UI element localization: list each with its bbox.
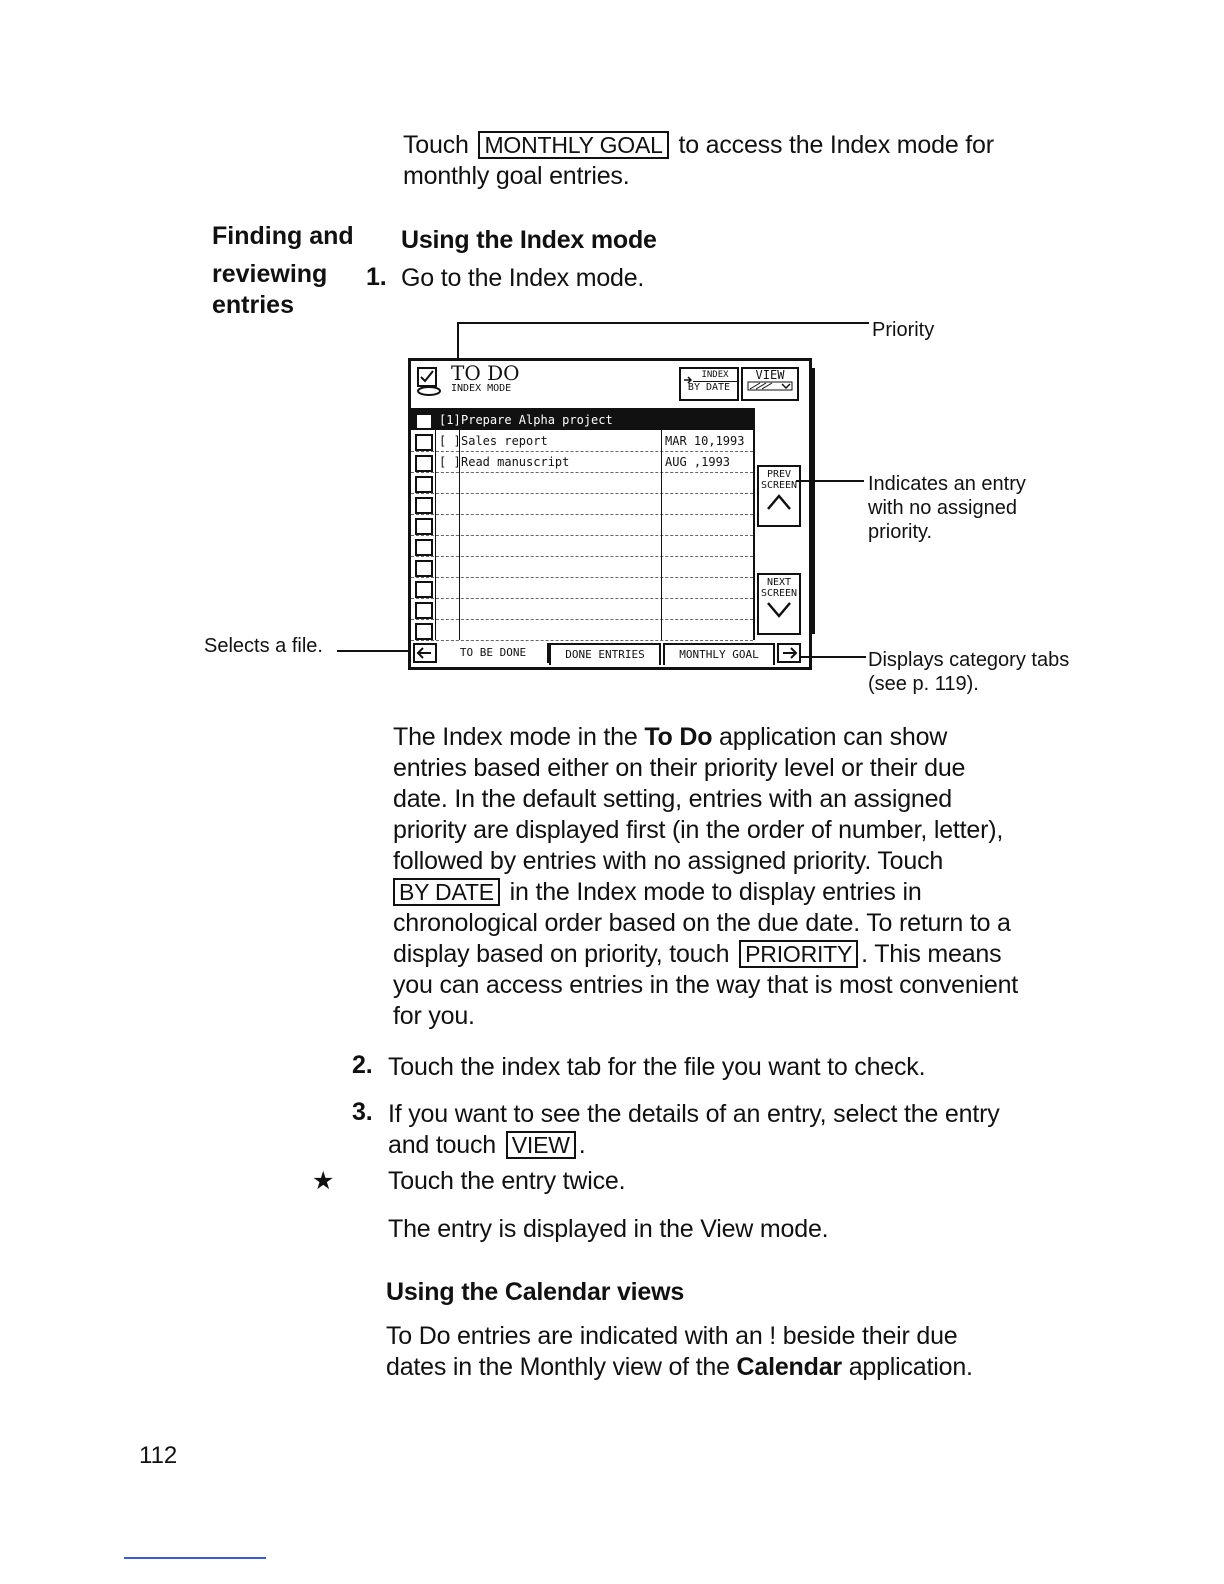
view-button[interactable] [741, 367, 799, 401]
empty-row[interactable] [411, 473, 753, 494]
entry-checkbox[interactable] [415, 497, 433, 514]
column-divider [459, 430, 460, 640]
entry-checkbox[interactable] [415, 602, 433, 619]
no-priority-callout-2: with no assigned [868, 497, 1017, 519]
priority-leader-horizontal [457, 322, 869, 324]
file-select-arrow-icon[interactable] [413, 643, 437, 663]
no-priority-leader [796, 480, 864, 482]
entry-checkbox[interactable] [415, 581, 433, 598]
screen-edge [812, 368, 815, 634]
entry-checkbox[interactable] [415, 434, 433, 451]
entry-checkbox[interactable] [415, 455, 433, 472]
column-divider [661, 430, 662, 640]
category-tabs-callout-2: (see p. 119). [868, 673, 979, 695]
next-screen-label: NEXT SCREEN [760, 577, 798, 599]
paragraph-line-8: display based on priority, touch PRIORITY . This means [393, 940, 1002, 968]
entry-row-3[interactable] [411, 452, 753, 473]
entry-date: MAR 10,1993 [665, 434, 745, 448]
device-screen [408, 358, 812, 670]
entry-list [411, 408, 755, 642]
no-priority-callout-3: priority. [868, 521, 933, 543]
selects-file-leader [337, 650, 411, 652]
view-key: VIEW [506, 1131, 576, 1159]
todo-app-icon [415, 365, 443, 397]
tab-done-entries[interactable]: DONE ENTRIES [549, 643, 661, 665]
bottom-rule [124, 1557, 266, 1559]
tip-line-1: Touch the entry twice. [388, 1167, 626, 1195]
category-tabs-arrow-icon[interactable] [777, 643, 801, 663]
step-3-number: 3. [352, 1098, 373, 1126]
empty-row[interactable] [411, 494, 753, 515]
section-heading-calendar-views: Using the Calendar views [386, 1278, 685, 1306]
paragraph-line-1: The Index mode in the To Do application can show [393, 723, 948, 751]
paragraph-line-10: for you. [393, 1002, 475, 1030]
empty-row[interactable] [411, 557, 753, 578]
screen-title: TO DO [451, 361, 520, 385]
section-heading-index-mode: Using the Index mode [401, 226, 657, 254]
by-date-label: BY DATE [687, 382, 731, 393]
by-date-key: BY DATE [393, 878, 500, 906]
monthly-goal-key: MONTHLY GOAL [478, 131, 668, 159]
sidebar-heading-1: Finding and [212, 222, 354, 250]
view-enter-icon [746, 381, 794, 391]
entry-date: AUG ,1993 [665, 455, 731, 469]
empty-row[interactable] [411, 536, 753, 557]
view-label: VIEW [755, 368, 785, 382]
chevron-down-icon [764, 599, 794, 621]
prev-screen-button[interactable] [757, 465, 801, 527]
entry-description: Sales report [461, 434, 548, 448]
arrow-right-icon [683, 375, 693, 385]
selects-file-callout: Selects a file. [204, 635, 323, 657]
chevron-up-icon [764, 491, 794, 513]
entry-checkbox[interactable] [415, 560, 433, 577]
calendar-paragraph-line-1: To Do entries are indicated with an ! beside their due [386, 1322, 958, 1350]
tab-to-be-done[interactable]: TO BE DONE [439, 643, 549, 663]
next-screen-button[interactable] [757, 573, 801, 635]
intro-after-key: to access the Index mode for [678, 131, 994, 159]
entry-description: Read manuscript [461, 455, 570, 469]
index-by-date-button[interactable] [679, 367, 739, 401]
entry-description: Prepare Alpha project [461, 413, 613, 427]
sidebar-heading-3: entries [212, 291, 294, 319]
entry-priority: [ ] [439, 455, 461, 469]
step-3-text-line-1: If you want to see the details of an entry, select the entry [388, 1100, 1000, 1128]
no-priority-callout-1: Indicates an entry [868, 473, 1026, 495]
intro-line-1 [403, 130, 994, 161]
step-1-number: 1. [366, 263, 387, 291]
paragraph-line-5: followed by entries with no assigned priority. Touch [393, 847, 944, 875]
empty-row[interactable] [411, 599, 753, 620]
paragraph-line-9: you can access entries in the way that is most convenient [393, 971, 1019, 999]
page-number: 112 [139, 1442, 178, 1469]
paragraph-line-3: date. In the default setting, entries with an assigned [393, 785, 953, 813]
entry-checkbox[interactable] [415, 476, 433, 493]
tip-star-icon: ★ [312, 1167, 335, 1195]
scroll-divider [753, 408, 755, 640]
entry-checkbox[interactable] [415, 539, 433, 556]
calendar-paragraph-line-2: dates in the Monthly view of the Calendar application. [386, 1353, 973, 1381]
step-3-text-line-2: and touch VIEW . [388, 1131, 586, 1159]
entry-priority: [ ] [439, 434, 461, 448]
category-tabs-callout-1: Displays category tabs [868, 649, 1070, 671]
paragraph-line-7: chronological order based on the due date. To return to a [393, 909, 1011, 937]
intro-line-2: monthly goal entries. [403, 162, 630, 190]
entry-priority: [1] [439, 413, 461, 427]
sidebar-heading-2: reviewing [212, 260, 328, 288]
step-2-number: 2. [352, 1051, 373, 1079]
index-label: INDEX [693, 369, 737, 382]
tip-line-2: The entry is displayed in the View mode. [388, 1215, 829, 1243]
paragraph-line-6: BY DATE in the Index mode to display entries in [393, 877, 1083, 908]
paragraph-line-4: priority are displayed first (in the order of number, letter), [393, 816, 1004, 844]
prev-screen-label: PREV SCREEN [760, 469, 798, 491]
entry-checkbox[interactable] [415, 623, 433, 640]
column-divider [435, 410, 436, 640]
priority-key: PRIORITY [739, 940, 858, 968]
step-2-text: Touch the index tab for the file you want to check. [388, 1053, 926, 1081]
entry-checkbox[interactable] [415, 518, 433, 535]
step-1-text: Go to the Index mode. [401, 264, 645, 292]
paragraph-line-2: entries based either on their priority level or their due [393, 754, 966, 782]
tab-monthly-goal[interactable]: MONTHLY GOAL [663, 643, 775, 665]
index-mode-paragraph [393, 722, 1083, 1032]
category-tabs-leader [800, 656, 866, 658]
empty-row[interactable] [411, 620, 753, 641]
entry-checkbox[interactable] [415, 413, 433, 430]
priority-callout: Priority [872, 319, 935, 341]
intro-touch-word: Touch [403, 131, 469, 159]
empty-row[interactable] [411, 578, 753, 599]
entry-row-2[interactable] [411, 431, 753, 452]
screen-mode-label: INDEX MODE [451, 383, 512, 394]
empty-row[interactable] [411, 515, 753, 536]
entry-row-1[interactable] [411, 410, 753, 430]
